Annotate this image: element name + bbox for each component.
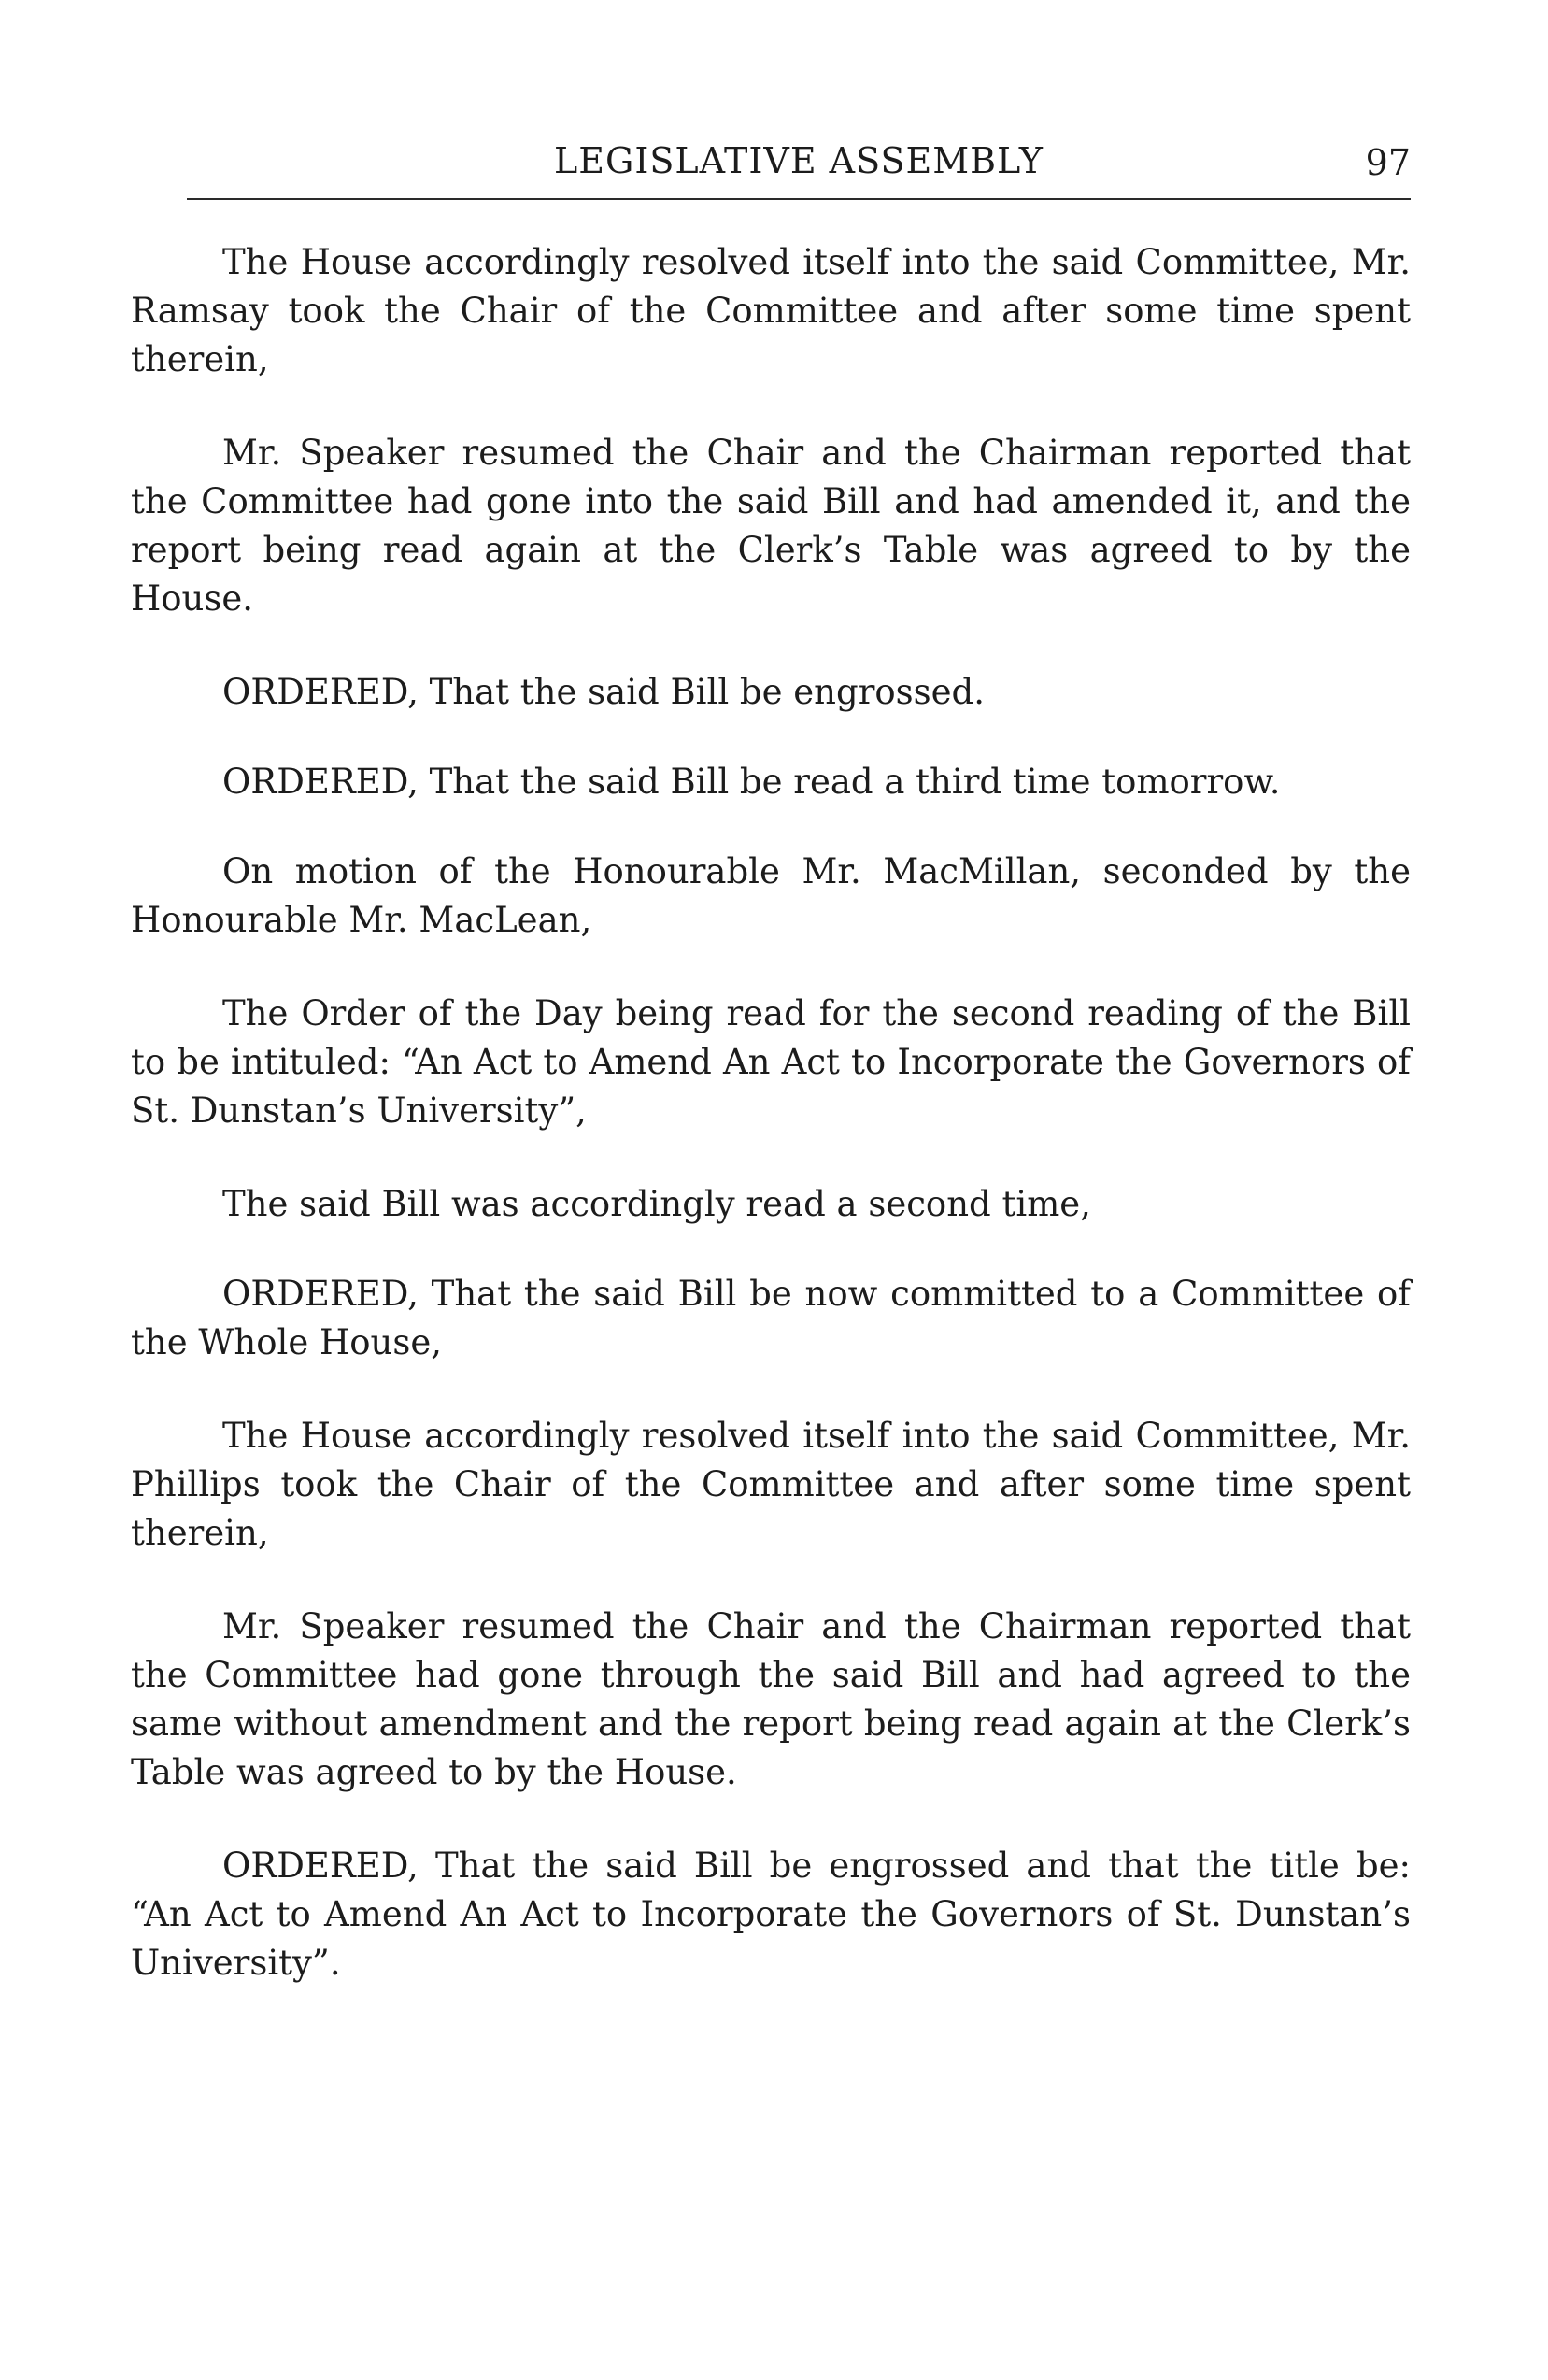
paragraph-order-third-reading: ORDERED, That the said Bill be read a third time tomorrow. — [222, 762, 1281, 802]
paragraph-chairman-report-2: Mr. Speaker resumed the Chair and the Chairman reported that the Committee had gone through the said Bill and had agreed to the same without amendment and the report being read again at the Clerk’s Table was agreed to by the House. — [131, 1606, 1411, 1792]
page-number: 97 — [1365, 142, 1411, 183]
paragraph-order-of-day: The Order of the Day being read for the second reading of the Bill to be intituled: “An Act to Amend An Act to Incorporate the Governors of St. Dunstan’s University”, — [131, 993, 1411, 1131]
paragraph-order-title: ORDERED, That the said Bill be engrossed and that the title be: “An Act to Amend An Act to Incorporate the Governors of St. Dunstan’s University”. — [131, 1846, 1411, 1983]
paragraph-second-reading: The said Bill was accordingly read a second time, — [222, 1184, 1091, 1224]
running-title: LEGISLATIVE ASSEMBLY — [554, 140, 1044, 181]
paragraph-order-committed: ORDERED, That the said Bill be now committed to a Committee of the Whole House, — [131, 1274, 1411, 1362]
paragraph-chairman-report: Mr. Speaker resumed the Chair and the Chairman reported that the Committee had gone into the said Bill and had amended it, and the report being read again at the Clerk’s Table was agreed to by the House. — [131, 433, 1411, 619]
paragraph-committee-resolution-2: The House accordingly resolved itself into the said Committee, Mr. Phillips took the Chair of the Committee and after some time spent therein, — [131, 1416, 1411, 1553]
paragraph-committee-resolution: The House accordingly resolved itself into the said Committee, Mr. Ramsay took the Chair of the Committee and after some time spent therein, — [131, 242, 1411, 379]
running-header — [187, 140, 1411, 200]
body-text — [131, 238, 1411, 2032]
paragraph-order-engrossed: ORDERED, That the said Bill be engrossed. — [222, 672, 985, 712]
paragraph-motion: On motion of the Honourable Mr. MacMillan, seconded by the Honourable Mr. MacLean, — [131, 851, 1411, 940]
